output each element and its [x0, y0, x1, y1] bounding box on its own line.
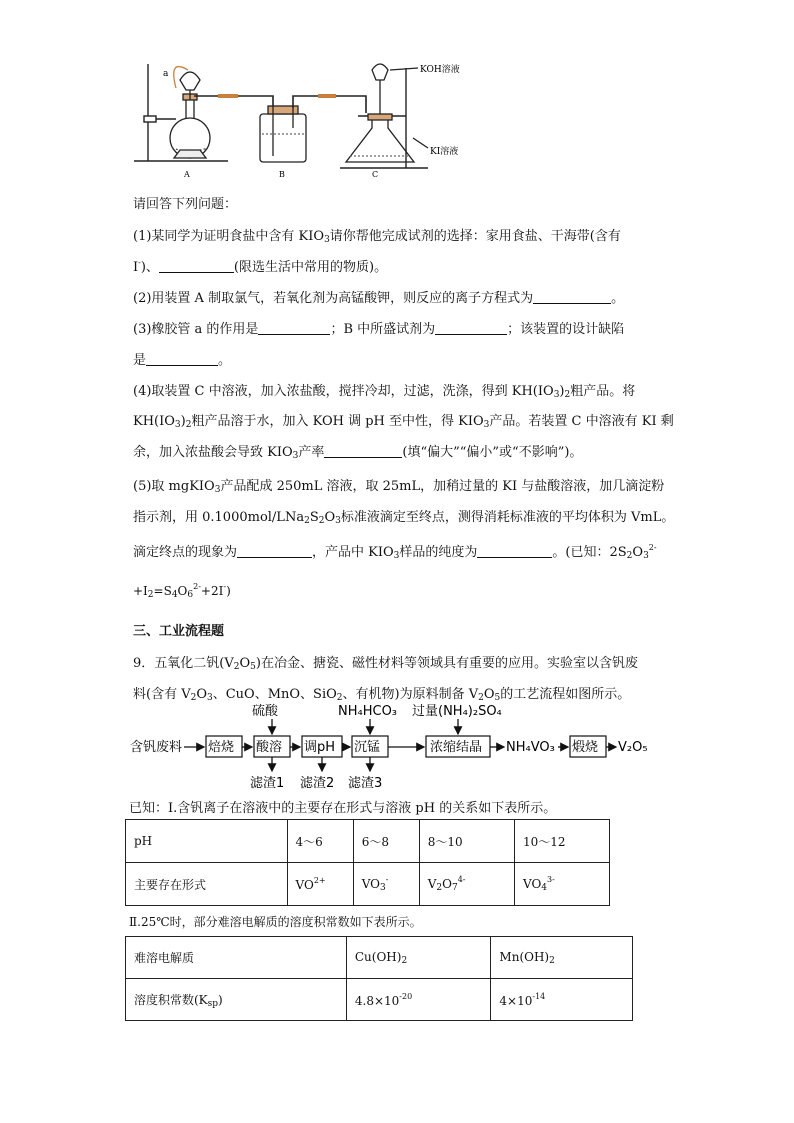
box-acid-label: 酸溶: [256, 740, 283, 755]
answer-blank-q5b[interactable]: [477, 544, 552, 558]
residue-3: 滤渣3: [348, 776, 383, 791]
q5-line4: $+I_2=S_4O_6^{2-}+2I^-$): [133, 582, 231, 600]
flask-a: [170, 67, 210, 158]
table-cell: $Mn(OH)_2$: [491, 937, 633, 979]
flow-start: 含钒废料: [130, 740, 183, 755]
label-ki: KI溶液: [430, 147, 459, 157]
q5-line2: 指示剂，用 $0.1000mol/LNa_2S_2O_3$标准液滴定至终点，测得消耗标准液的平均体积为 VmL。: [133, 510, 675, 526]
flask-c: [346, 64, 428, 162]
residue-2: 滤渣2: [300, 776, 335, 791]
table-cell: 难溶电解质: [126, 937, 347, 979]
table-cell: 4～6: [287, 820, 353, 863]
q9-line1: 9．五氧化二钒$(V_2O_5)$在冶金、搪瓷、磁性材料等领域具有重要的应用。实验室以含钒废: [133, 656, 638, 672]
table-row: [126, 863, 610, 906]
q3-line1: (3)橡胶管 a 的作用是 ；B 中所盛试剂为 ；该装置的设计缺陷: [133, 322, 625, 337]
q9-line2: 料(含有 $V_2O_3$、CuO、MnO、SiO$_2$、有机物)为原料制备 $V_2O_5$的工艺流程如图所示。: [133, 687, 631, 703]
reagent-acid: 硫酸: [252, 704, 279, 719]
label-koh: KOH溶液: [420, 65, 460, 75]
q4-line1: (4)取装置 C 中溶液，加入浓盐酸，搅拌冷却，过滤，洗涤，得到 $KH(IO_3)_2$粗产品。将: [133, 384, 636, 400]
answer-blank-q1[interactable]: [159, 259, 234, 273]
q2-line: (2)用装置 A 制取氯气，若氧化剂为高锰酸钾，则反应的离子方程式为 。: [133, 291, 625, 306]
table-cell: $Cu(OH)_2$: [346, 937, 491, 979]
intro-text: 请回答下列问题：: [133, 197, 238, 212]
q5-line1: (5)取 mgKIO$_3$产品配成 250mL 溶液，取 25mL，加稍过量的 KI 与盐酸溶液，加几滴淀粉: [133, 479, 665, 495]
end-product: V₂O₅: [618, 740, 648, 755]
q1-line1: (1)某同学为证明食盐中含有 $KIO_3$请你帮他完成试剂的选择：家用食盐、干海带(含有: [133, 229, 621, 245]
table-cell: 6～8: [353, 820, 419, 863]
process-flow-diagram: [128, 703, 668, 795]
ksp-table: [125, 936, 633, 1021]
q5-line3: 滴定终点的现象为 ，产品中 $KIO_3$样品的纯度为 。(已知：$2S_2O_3^{2-}$: [133, 543, 657, 561]
vanadium-species-table: [125, 819, 610, 906]
table-cell: $4.8\times 10^{-20}$: [346, 979, 491, 1021]
section-heading: 三、工业流程题: [133, 624, 225, 639]
box-crystal-label: 浓缩结晶: [430, 740, 483, 755]
table-cell: $VO_3^-$: [353, 863, 419, 906]
answer-blank-q4[interactable]: [324, 444, 402, 458]
bottle-b: [260, 106, 306, 162]
tube-ab: [194, 96, 273, 110]
table-cell: $VO_4^{3-}$: [514, 863, 609, 906]
known-2: Ⅱ.25℃时，部分难溶电解质的溶度积常数如下表所示。: [129, 915, 422, 929]
q4-line3: 余，加入浓盐酸会导致 $KIO_3$产率 (填“偏大”“偏小”或“不影响”)。: [133, 445, 583, 461]
reagent-ammonium-sulfate: 过量(NH₄)₂SO₄: [412, 704, 502, 719]
apparatus-figure: [128, 58, 520, 180]
label-B: B: [279, 170, 285, 179]
residue-1: 滤渣1: [250, 776, 285, 791]
mid-product: NH₄VO₃: [506, 740, 555, 755]
answer-blank-q2[interactable]: [533, 290, 611, 304]
q3-line2: 是 。: [133, 353, 232, 368]
answer-blank-q3b[interactable]: [435, 321, 507, 335]
label-C: C: [372, 170, 379, 179]
tube-bc: [293, 96, 366, 113]
table-row: [126, 937, 633, 979]
table-cell: 10～12: [514, 820, 609, 863]
table-cell: pH: [126, 820, 288, 863]
label-A: A: [184, 170, 190, 179]
known-1: 已知：Ⅰ.含钒离子在溶液中的主要存在形式与溶液 pH 的关系如下表所示。: [129, 801, 557, 816]
q1-line2: I-)、 (限选生活中常用的物质)。: [133, 258, 388, 275]
answer-blank-q3a[interactable]: [258, 321, 330, 335]
table-cell: $V_2O_7^{4-}$: [419, 863, 514, 906]
rubber-joint: [218, 94, 238, 98]
q4-line2: $KH(IO_3)_2$粗产品溶于水，加入 KOH 调 pH 至中性，得 $KIO_3$产品。若装置 C 中溶液有 KI 剩: [133, 414, 674, 430]
rubber-joint-2: [318, 94, 336, 98]
box-ph-label: 调pH: [304, 740, 336, 755]
box-calcine-label: 煅烧: [572, 740, 599, 755]
answer-blank-q3c[interactable]: [146, 352, 218, 366]
box-roast-label: 焙烧: [208, 740, 235, 755]
table-row: [126, 979, 633, 1021]
answer-blank-q5a[interactable]: [237, 544, 312, 558]
table-cell: $4\times 10^{-14}$: [491, 979, 633, 1021]
table-cell: 溶度积常数$(K_{sp})$: [126, 979, 347, 1021]
table-cell: $VO^{2+}$: [287, 863, 353, 906]
box-mn-label: 沉锰: [354, 740, 381, 755]
table-cell: 8～10: [419, 820, 514, 863]
table-cell: 主要存在形式: [126, 863, 288, 906]
table-row: [126, 820, 610, 863]
reagent-nh4hco3: NH₄HCO₃: [338, 704, 398, 719]
label-a: a: [163, 69, 169, 79]
